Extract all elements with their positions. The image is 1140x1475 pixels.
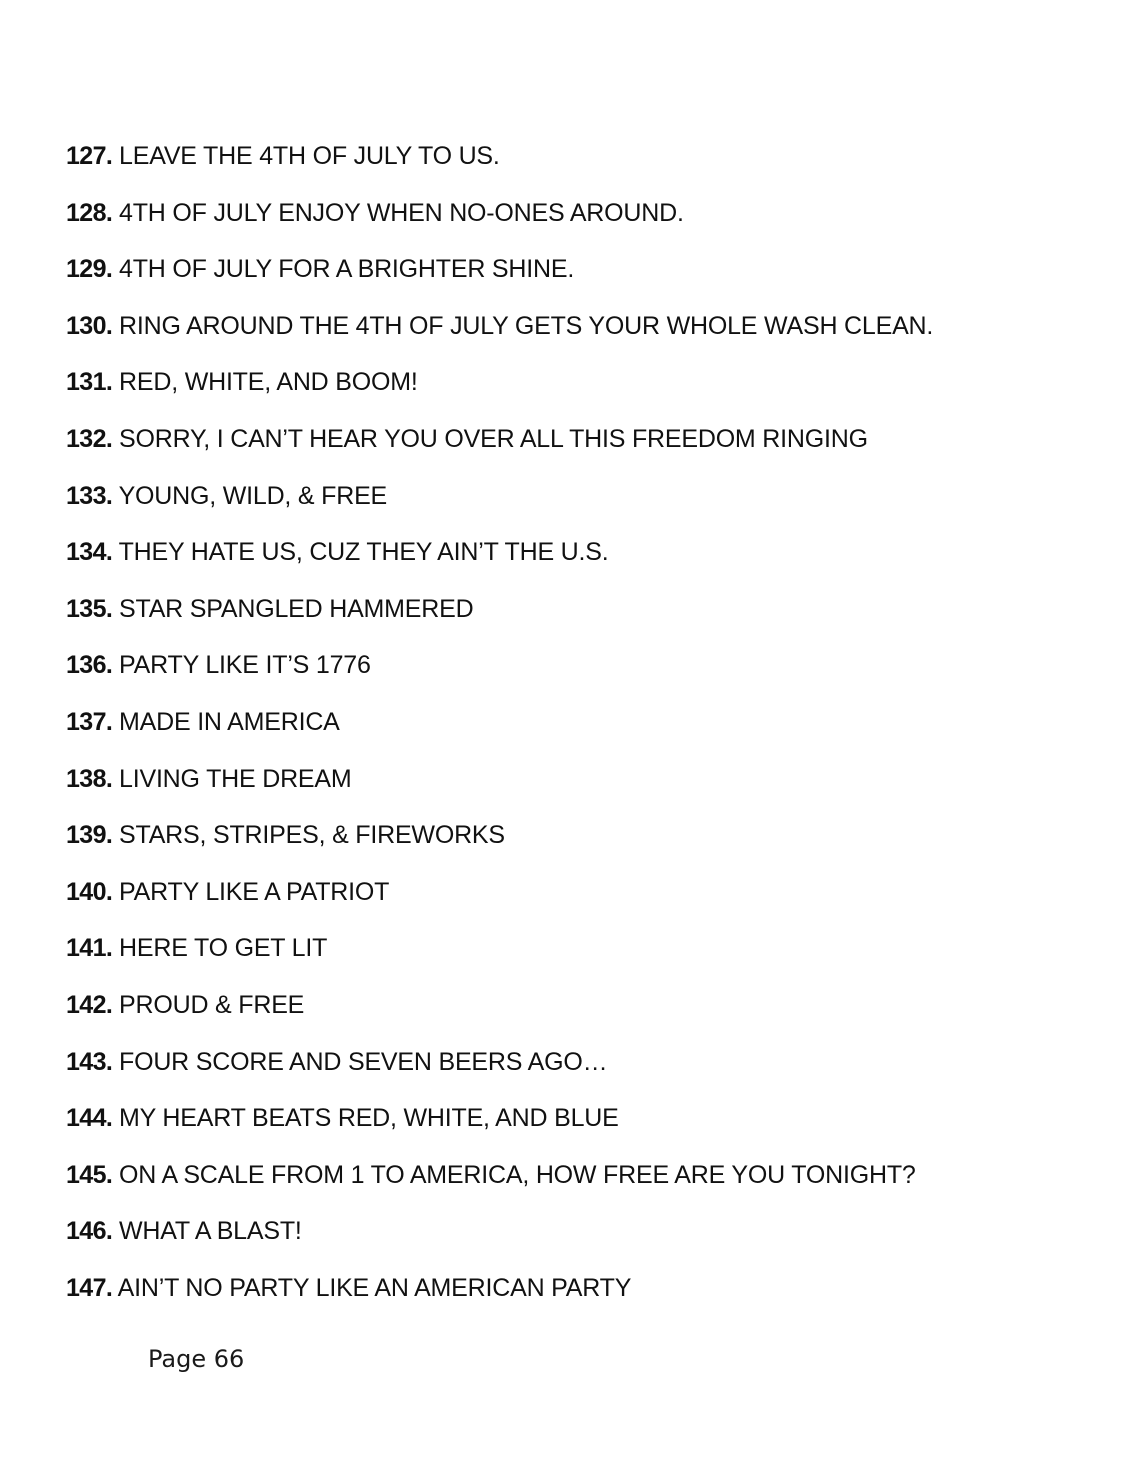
list-item [66, 987, 1086, 1044]
list-item [66, 364, 1086, 421]
item-text: PARTY LIKE IT’S 1776 [119, 651, 371, 680]
list-item [66, 534, 1086, 591]
item-number: 147. [66, 1273, 113, 1302]
item-number: 139. [66, 821, 113, 850]
list-item [66, 195, 1086, 252]
item-text: RING AROUND THE 4TH OF JULY GETS YOUR WHOLE WASH CLEAN. [119, 311, 934, 340]
item-text: 4TH OF JULY ENJOY WHEN NO-ONES AROUND. [119, 198, 684, 227]
item-number: 135. [66, 594, 113, 623]
list-item [66, 930, 1086, 987]
list-item [66, 761, 1086, 818]
item-number: 131. [66, 368, 113, 397]
item-number: 127. [66, 142, 113, 170]
list-item [66, 1044, 1086, 1101]
item-number: 146. [66, 1217, 113, 1246]
item-text: HERE TO GET LIT [119, 934, 328, 963]
item-text: SORRY, I CAN’T HEAR YOU OVER ALL THIS FREEDOM RINGING [119, 424, 868, 453]
item-number: 138. [66, 764, 113, 793]
item-text: MADE IN AMERICA [119, 707, 340, 736]
item-number: 133. [66, 481, 113, 510]
page-number: Page 66 [148, 1345, 245, 1373]
item-number: 137. [66, 707, 113, 736]
item-text: PROUD & FREE [119, 990, 305, 1019]
list-item [66, 1270, 1086, 1327]
list-item [66, 1157, 1086, 1214]
item-number: 140. [66, 877, 113, 906]
item-text: STARS, STRIPES, & FIREWORKS [119, 821, 505, 850]
item-text: AIN’T NO PARTY LIKE AN AMERICAN PARTY [117, 1273, 632, 1302]
item-text: YOUNG, WILD, & FREE [118, 481, 388, 510]
item-number: 141. [66, 934, 113, 963]
item-text: LIVING THE DREAM [119, 764, 352, 793]
list-item [66, 591, 1086, 648]
item-text: LEAVE THE 4TH OF JULY TO US. [119, 142, 500, 170]
item-number: 128. [66, 198, 113, 227]
item-number: 134. [66, 538, 113, 567]
list-item [66, 308, 1086, 365]
item-number: 136. [66, 651, 113, 680]
item-text: STAR SPANGLED HAMMERED [119, 594, 474, 623]
slogan-list [66, 138, 1086, 1326]
item-text: WHAT A BLAST! [119, 1217, 302, 1246]
item-number: 144. [66, 1104, 113, 1133]
item-number: 145. [66, 1160, 113, 1189]
item-text: 4TH OF JULY FOR A BRIGHTER SHINE. [119, 255, 575, 284]
list-item [66, 1213, 1086, 1270]
list-item [66, 478, 1086, 535]
list-item [66, 251, 1086, 308]
item-text: FOUR SCORE AND SEVEN BEERS AGO… [119, 1047, 608, 1076]
item-number: 132. [66, 424, 113, 453]
item-number: 129. [66, 255, 113, 284]
item-text: RED, WHITE, AND BOOM! [119, 368, 418, 397]
item-text: ON A SCALE FROM 1 TO AMERICA, HOW FREE ARE YOU TONIGHT? [119, 1160, 916, 1189]
list-item [66, 704, 1086, 761]
list-item [66, 138, 1086, 195]
item-text: THEY HATE US, CUZ THEY AIN’T THE U.S. [118, 538, 609, 567]
item-text: PARTY LIKE A PATRIOT [119, 877, 390, 906]
item-number: 142. [66, 990, 113, 1019]
list-item [66, 874, 1086, 931]
list-item [66, 421, 1086, 478]
item-number: 143. [66, 1047, 113, 1076]
item-text: MY HEART BEATS RED, WHITE, AND BLUE [119, 1104, 619, 1133]
item-number: 130. [66, 311, 113, 340]
list-item [66, 1100, 1086, 1157]
list-item [66, 817, 1086, 874]
list-item [66, 647, 1086, 704]
